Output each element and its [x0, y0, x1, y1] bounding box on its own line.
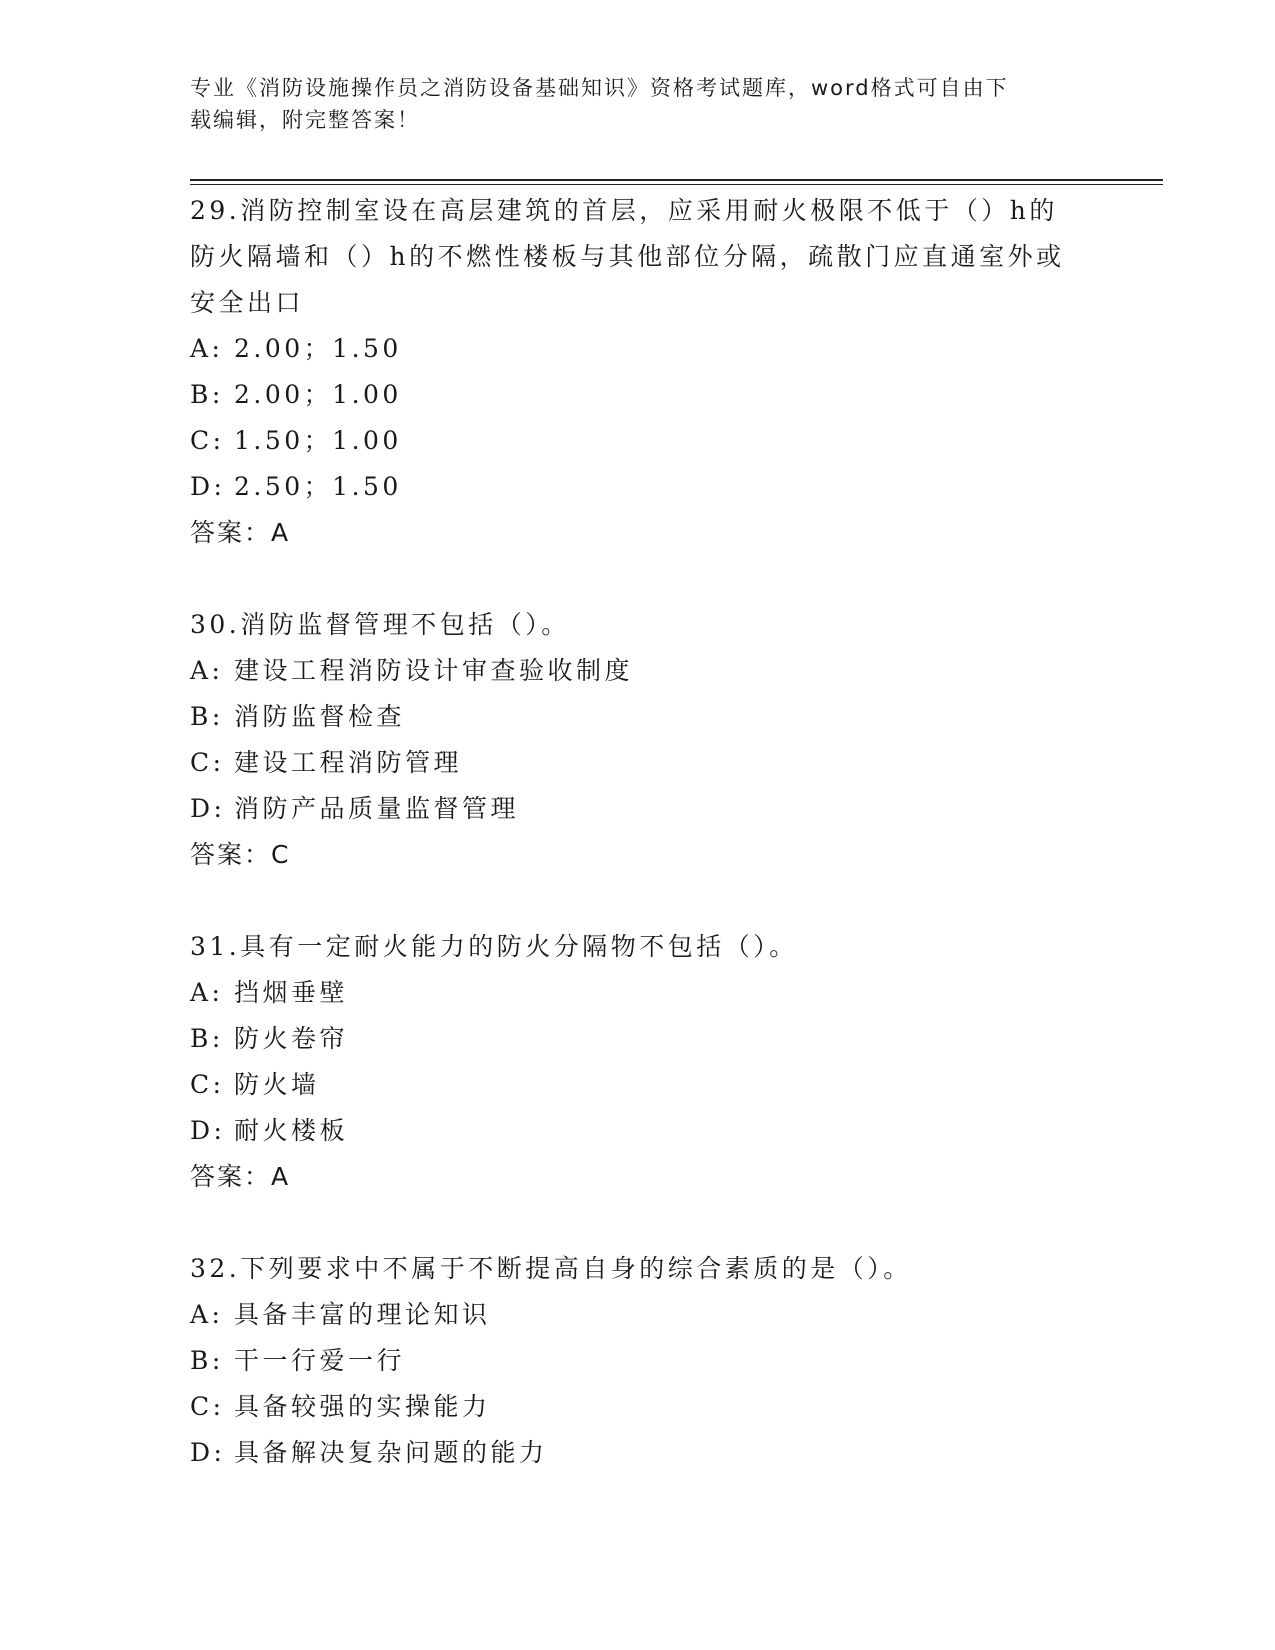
- option-letter: C:: [190, 748, 225, 777]
- spacer: [190, 1200, 1090, 1246]
- option-text: 建设工程消防设计审查验收制度: [234, 656, 634, 685]
- option-b: [190, 1338, 1090, 1384]
- option-letter: B:: [190, 1024, 224, 1053]
- option-d: [190, 1430, 1090, 1476]
- option-c: [190, 740, 1090, 786]
- option-a: [190, 326, 1090, 372]
- header-line-2: 载编辑，附完整答案！: [190, 108, 420, 132]
- question-30: [190, 602, 1090, 878]
- answer-line: 答案：C: [190, 840, 291, 869]
- option-letter: A:: [190, 1300, 224, 1329]
- option-letter: B:: [190, 380, 224, 409]
- question-stem-line: 29.消防控制室设在高层建筑的首层，应采用耐火极限不低于（）h的: [190, 196, 1058, 225]
- option-text: 2.00；1.00: [234, 380, 402, 409]
- option-c: [190, 1384, 1090, 1430]
- option-letter: D:: [190, 794, 226, 823]
- option-letter: C:: [190, 426, 225, 455]
- option-text: 耐火楼板: [234, 1116, 349, 1145]
- option-text: 消防产品质量监督管理: [234, 794, 520, 823]
- option-text: 具备较强的实操能力: [234, 1392, 491, 1421]
- option-a: [190, 648, 1090, 694]
- option-letter: A:: [190, 656, 224, 685]
- question-32: [190, 1246, 1090, 1476]
- header-line-1: 专业《消防设施操作员之消防设备基础知识》资格考试题库，word格式可自由下: [190, 76, 1009, 100]
- option-text: 消防监督检查: [234, 702, 406, 731]
- option-letter: D:: [190, 1116, 226, 1145]
- option-a: [190, 1292, 1090, 1338]
- option-text: 1.50；1.00: [234, 426, 402, 455]
- option-text: 具备丰富的理论知识: [234, 1300, 491, 1329]
- option-a: [190, 970, 1090, 1016]
- option-letter: C:: [190, 1392, 225, 1421]
- option-letter: B:: [190, 1346, 224, 1375]
- option-text: 2.50；1.50: [234, 472, 402, 501]
- option-b: [190, 1016, 1090, 1062]
- document-header: [190, 72, 1080, 136]
- question-stem-line: 30.消防监督管理不包括（）。: [190, 610, 570, 639]
- option-text: 挡烟垂壁: [234, 978, 349, 1007]
- question-stem-line: 32.下列要求中不属于不断提高自身的综合素质的是（）。: [190, 1254, 912, 1283]
- option-letter: B:: [190, 702, 224, 731]
- header-divider-thick: [190, 179, 1163, 181]
- option-letter: A:: [190, 334, 224, 363]
- option-b: [190, 694, 1090, 740]
- option-letter: D:: [190, 1438, 226, 1467]
- option-text: 具备解决复杂问题的能力: [234, 1438, 548, 1467]
- option-letter: C:: [190, 1070, 225, 1099]
- question-31: [190, 924, 1090, 1200]
- option-letter: A:: [190, 978, 224, 1007]
- option-c: [190, 418, 1090, 464]
- answer-line: 答案：A: [190, 518, 291, 547]
- question-stem-line: 31.具有一定耐火能力的防火分隔物不包括（）。: [190, 932, 798, 961]
- option-d: [190, 464, 1090, 510]
- option-b: [190, 372, 1090, 418]
- option-text: 建设工程消防管理: [234, 748, 463, 777]
- question-stem-line: 防火隔墙和（）h的不燃性楼板与其他部位分隔，疏散门应直通室外或: [190, 242, 1065, 271]
- option-d: [190, 786, 1090, 832]
- spacer: [190, 556, 1090, 602]
- spacer: [190, 878, 1090, 924]
- question-stem-line: 安全出口: [190, 288, 305, 317]
- option-text: 2.00；1.50: [234, 334, 402, 363]
- question-29: [190, 188, 1090, 556]
- answer-line: 答案：A: [190, 1162, 291, 1191]
- option-text: 防火卷帘: [234, 1024, 349, 1053]
- question-list: [190, 188, 1090, 1476]
- option-d: [190, 1108, 1090, 1154]
- option-letter: D:: [190, 472, 226, 501]
- option-text: 干一行爱一行: [234, 1346, 406, 1375]
- option-c: [190, 1062, 1090, 1108]
- option-text: 防火墙: [234, 1070, 320, 1099]
- header-divider-thin: [190, 184, 1163, 185]
